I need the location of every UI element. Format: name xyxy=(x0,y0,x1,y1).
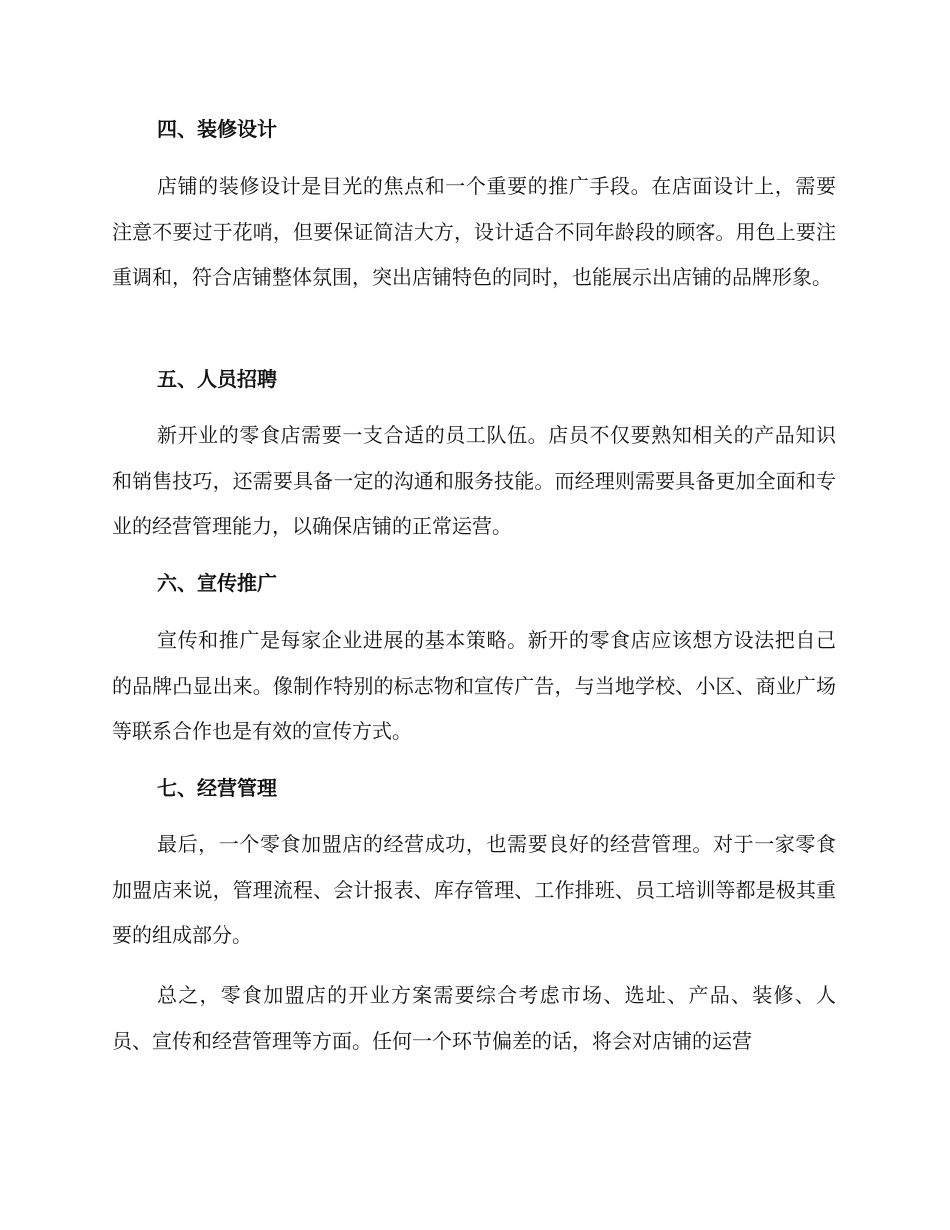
paragraph-text: 店铺的装修设计是目光的焦点和一个重要的推广手段。在店面设计上，需要注意不要过于花哨，但要保证简洁大方，设计适合不同年龄段的顾客。用色上要注重调和，符合店铺整体氛围，突出店铺特色的同时，也能展示出店铺的品牌形象。 xyxy=(112,174,836,289)
section-heading-promotion: 六、宣传推广 xyxy=(157,571,277,595)
section-heading-management: 七、经营管理 xyxy=(157,776,277,800)
paragraph-text: 新开业的零食店需要一支合适的员工队伍。店员不仅要熟知相关的产品知识和销售技巧，还需要具备一定的沟通和服务技能。而经理则需要具备更加全面和专业的经营管理能力，以确保店铺的正常运营。 xyxy=(112,423,836,538)
conclusion-paragraph xyxy=(112,973,836,1064)
section-paragraph-promotion xyxy=(112,618,836,755)
section-heading-decoration: 四、装修设计 xyxy=(157,117,277,141)
section-paragraph-recruitment xyxy=(112,413,836,550)
paragraph-text: 总之，零食加盟店的开业方案需要综合考虑市场、选址、产品、装修、人员、宣传和经营管理等方面。任何一个环节偏差的话，将会对店铺的运营 xyxy=(112,983,836,1053)
section-paragraph-management xyxy=(112,822,836,959)
paragraph-text: 最后，一个零食加盟店的经营成功，也需要良好的经营管理。对于一家零食加盟店来说，管理流程、会计报表、库存管理、工作排班、员工培训等都是极其重要的组成部分。 xyxy=(112,832,836,947)
section-paragraph-decoration xyxy=(112,164,836,301)
section-heading-recruitment: 五、人员招聘 xyxy=(157,367,277,391)
paragraph-text: 宣传和推广是每家企业进展的基本策略。新开的零食店应该想方设法把自己的品牌凸显出来。像制作特别的标志物和宣传广告，与当地学校、小区、商业广场等联系合作也是有效的宣传方式。 xyxy=(112,628,836,743)
